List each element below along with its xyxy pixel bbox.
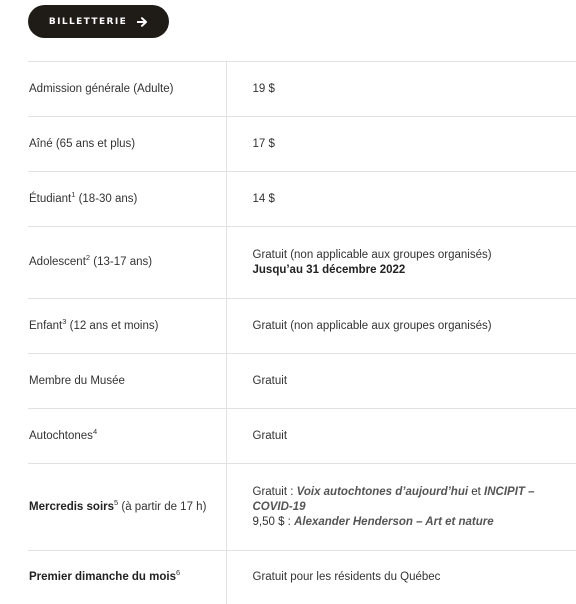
category-cell: Admission générale (Adulte) <box>28 62 226 117</box>
exhibition-title: Voix autochtones d’aujourd’hui <box>296 485 469 498</box>
category-cell: Premier dimanche du mois$^6$ <box>28 551 226 604</box>
price-cell: 17 $ <box>226 117 576 172</box>
footnote-marker: 5 <box>114 497 119 507</box>
category-cell: Membre du Musée <box>28 354 226 409</box>
footnote-marker: 1 <box>71 189 76 199</box>
table-row <box>28 464 576 551</box>
price-cell: 19 $ <box>226 62 576 117</box>
billetterie-label: BILLETTERIE <box>48 16 128 27</box>
footnote-marker: 4 <box>92 426 98 436</box>
table-row <box>28 551 576 604</box>
billetterie-button[interactable] <box>28 5 169 38</box>
category-cell: Enfant$^3$ (12 ans et moins) <box>28 299 226 354</box>
table-row <box>28 227 576 299</box>
category-cell: Aîné (65 ans et plus) <box>28 117 226 172</box>
category-cell: Autochtones$^4$ <box>28 409 226 464</box>
price-cell: Gratuit pour les résidents du Québec <box>226 551 576 604</box>
price-cell: Gratuit (non applicable aux groupes organisés) Jusqu’au 31 décembre 2022 <box>226 227 576 299</box>
price-cell: Gratuit (non applicable aux groupes organisés) <box>226 299 576 354</box>
table-row <box>28 62 576 117</box>
exhibition-title: INCIPIT – COVID-19 <box>252 485 535 513</box>
price-cell: Gratuit : Voix autochtones d’aujourd’hui et INCIPIT – COVID-19 9,50 $ : Alexander Henderson – Art et nature <box>226 464 576 551</box>
free-until-date: Jusqu’au 31 décembre 2022 <box>252 263 406 276</box>
table-row <box>28 354 576 409</box>
footnote-marker: 2 <box>85 253 91 263</box>
price-cell: Gratuit <box>226 354 576 409</box>
price-cell: Gratuit <box>226 409 576 464</box>
price-cell: 14 $ <box>226 172 576 227</box>
category-cell: Adolescent$^2$ (13-17 ans) <box>28 227 226 299</box>
category-cell: Étudiant$^1$ (18-30 ans) <box>28 172 226 227</box>
table-row <box>28 172 576 227</box>
footnote-marker: 6 <box>176 567 181 577</box>
category-cell: Mercredis soirs$^5$ (à partir de 17 h) <box>28 464 226 551</box>
table-row <box>28 409 576 464</box>
exhibition-title: Alexander Henderson – Art et nature <box>294 515 494 528</box>
arrow-right-icon <box>137 17 148 27</box>
price-table <box>28 61 576 604</box>
table-row <box>28 117 576 172</box>
table-row <box>28 299 576 354</box>
footnote-marker: 3 <box>62 316 67 326</box>
